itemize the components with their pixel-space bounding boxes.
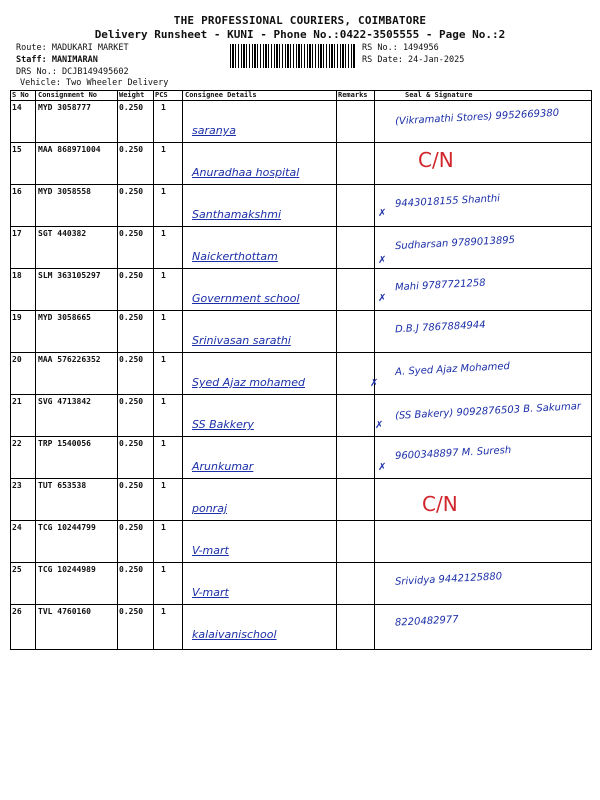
pieces-count: 1 [161, 187, 166, 196]
vehicle-label: Vehicle: Two Wheeler Delivery [20, 78, 169, 88]
weight-value: 0.250 [119, 313, 144, 322]
cn-mark: C/N [422, 492, 458, 516]
col-header-consignee: Consignee Details [185, 91, 257, 99]
row-border [10, 90, 592, 91]
row-border [10, 226, 592, 227]
check-mark: ✗ [378, 293, 387, 304]
consignee-name: kalaivanischool [192, 628, 277, 641]
pieces-count: 1 [161, 145, 166, 154]
signature: D.B.J 7867884944 [394, 319, 486, 336]
consignee-name: Government school [192, 292, 300, 305]
consignee-name: saranya [192, 124, 236, 137]
weight-value: 0.250 [119, 229, 144, 238]
consignment-number: SVG 4713842 [38, 397, 91, 406]
col-border [591, 90, 592, 650]
drs-label: DRS No.: DCJB149495602 [16, 67, 129, 77]
col-header-weight: Weight [119, 91, 145, 99]
row-border [10, 436, 592, 437]
row-border [10, 478, 592, 479]
signature: 9443018155 Shanthi [394, 193, 501, 210]
serial-number: 16 [12, 187, 22, 196]
weight-value: 0.250 [119, 187, 144, 196]
consignment-number: SLM 363105297 [38, 271, 101, 280]
pieces-count: 1 [161, 481, 166, 490]
consignment-number: MYD 3058558 [38, 187, 91, 196]
row-border [10, 520, 592, 521]
serial-number: 14 [12, 103, 22, 112]
serial-number: 20 [12, 355, 22, 364]
pieces-count: 1 [161, 271, 166, 280]
col-header-remarks: Remarks [338, 91, 368, 99]
row-border [10, 352, 592, 353]
row-border [10, 310, 592, 311]
weight-value: 0.250 [119, 607, 144, 616]
consignment-number: MAA 576226352 [38, 355, 101, 364]
col-border [10, 90, 11, 650]
col-border [336, 90, 337, 650]
check-mark: ✗ [378, 462, 387, 473]
pieces-count: 1 [161, 607, 166, 616]
signature: Mahi 9787721258 [394, 277, 486, 294]
pieces-count: 1 [161, 523, 166, 532]
consignee-name: V-mart [192, 544, 229, 557]
consignee-name: Srinivasan sarathi [192, 334, 291, 347]
serial-number: 23 [12, 481, 22, 490]
col-border [182, 90, 183, 650]
pieces-count: 1 [161, 397, 166, 406]
pieces-count: 1 [161, 229, 166, 238]
barcode [230, 44, 356, 68]
weight-value: 0.250 [119, 145, 144, 154]
consignee-name: Arunkumar [192, 460, 254, 473]
col-header-pcs: PCS [155, 91, 168, 99]
consignee-name: SS Bakkery [192, 418, 254, 431]
weight-value: 0.250 [119, 565, 144, 574]
weight-value: 0.250 [119, 355, 144, 364]
check-mark: ✗ [378, 208, 387, 219]
serial-number: 19 [12, 313, 22, 322]
signature: (SS Bakery) 9092876503 B. Sakumar [394, 401, 582, 422]
weight-value: 0.250 [119, 523, 144, 532]
pieces-count: 1 [161, 313, 166, 322]
runsheet-subtitle: Delivery Runsheet - KUNI - Phone No.:0422-3505555 - Page No.:2 [94, 28, 506, 41]
consignee-name: ponraj [192, 502, 228, 515]
serial-number: 22 [12, 439, 22, 448]
pieces-count: 1 [161, 565, 166, 574]
consignment-number: SGT 440382 [38, 229, 87, 238]
serial-number: 18 [12, 271, 22, 280]
rs-number: RS No.: 1494956 [362, 43, 439, 53]
row-border [10, 142, 592, 143]
col-border [374, 90, 375, 650]
row-border [10, 184, 592, 185]
signature: Srividya 9442125880 [394, 571, 503, 588]
col-header-consignment: Consignment No [38, 91, 98, 99]
consignment-number: TRP 1540056 [38, 439, 91, 448]
consignee-name: V-mart [192, 586, 229, 599]
consignee-name: Santhamakshmi [192, 208, 282, 221]
weight-value: 0.250 [119, 271, 144, 280]
pieces-count: 1 [161, 103, 166, 112]
consignment-number: TUT 653538 [38, 481, 87, 490]
weight-value: 0.250 [119, 397, 144, 406]
col-header-seal: Seal & Signature [405, 91, 473, 99]
consignment-number: MYD 3058665 [38, 313, 91, 322]
serial-number: 25 [12, 565, 22, 574]
row-border [10, 100, 592, 101]
consignment-number: TCG 10244989 [38, 565, 96, 574]
check-mark: ✗ [378, 255, 387, 266]
rs-date: RS Date: 24-Jan-2025 [362, 55, 465, 65]
runsheet-table [10, 90, 592, 650]
signature: A. Syed Ajaz Mohamed [394, 360, 511, 379]
row-border [10, 562, 592, 563]
signature: 9600348897 M. Suresh [394, 444, 512, 463]
consignment-number: TCG 10244799 [38, 523, 96, 532]
weight-value: 0.250 [119, 439, 144, 448]
check-mark: ✗ [375, 420, 384, 431]
row-border [10, 649, 592, 650]
signature: (Vikramathi Stores) 9952669380 [394, 107, 560, 128]
consignee-name: Anuradhaa hospital [192, 166, 300, 179]
consignment-number: TVL 4760160 [38, 607, 91, 616]
pieces-count: 1 [161, 355, 166, 364]
row-border [10, 604, 592, 605]
serial-number: 15 [12, 145, 22, 154]
serial-number: 17 [12, 229, 22, 238]
serial-number: 24 [12, 523, 22, 532]
company-title: THE PROFESSIONAL COURIERS, COIMBATORE [173, 14, 427, 27]
col-border [153, 90, 154, 650]
cn-mark: C/N [418, 148, 454, 172]
row-border [10, 394, 592, 395]
route-label: Route: MADUKARI MARKET [16, 43, 129, 53]
col-border [117, 90, 118, 650]
row-border [10, 268, 592, 269]
weight-value: 0.250 [119, 103, 144, 112]
serial-number: 26 [12, 607, 22, 616]
pieces-count: 1 [161, 439, 166, 448]
col-header-sno: S No [12, 91, 29, 99]
weight-value: 0.250 [119, 481, 144, 490]
consignee-name: Syed Ajaz mohamed [192, 376, 305, 389]
consignee-name: Naickerthottam [192, 250, 278, 263]
col-border [35, 90, 36, 650]
staff-label: Staff: MANIMARAN [16, 55, 98, 65]
check-mark: ✗ [370, 378, 379, 389]
consignment-number: MAA 868971004 [38, 145, 101, 154]
signature: 8220482977 [394, 614, 459, 629]
serial-number: 21 [12, 397, 22, 406]
consignment-number: MYD 3058777 [38, 103, 91, 112]
signature: Sudharsan 9789013895 [394, 234, 516, 253]
